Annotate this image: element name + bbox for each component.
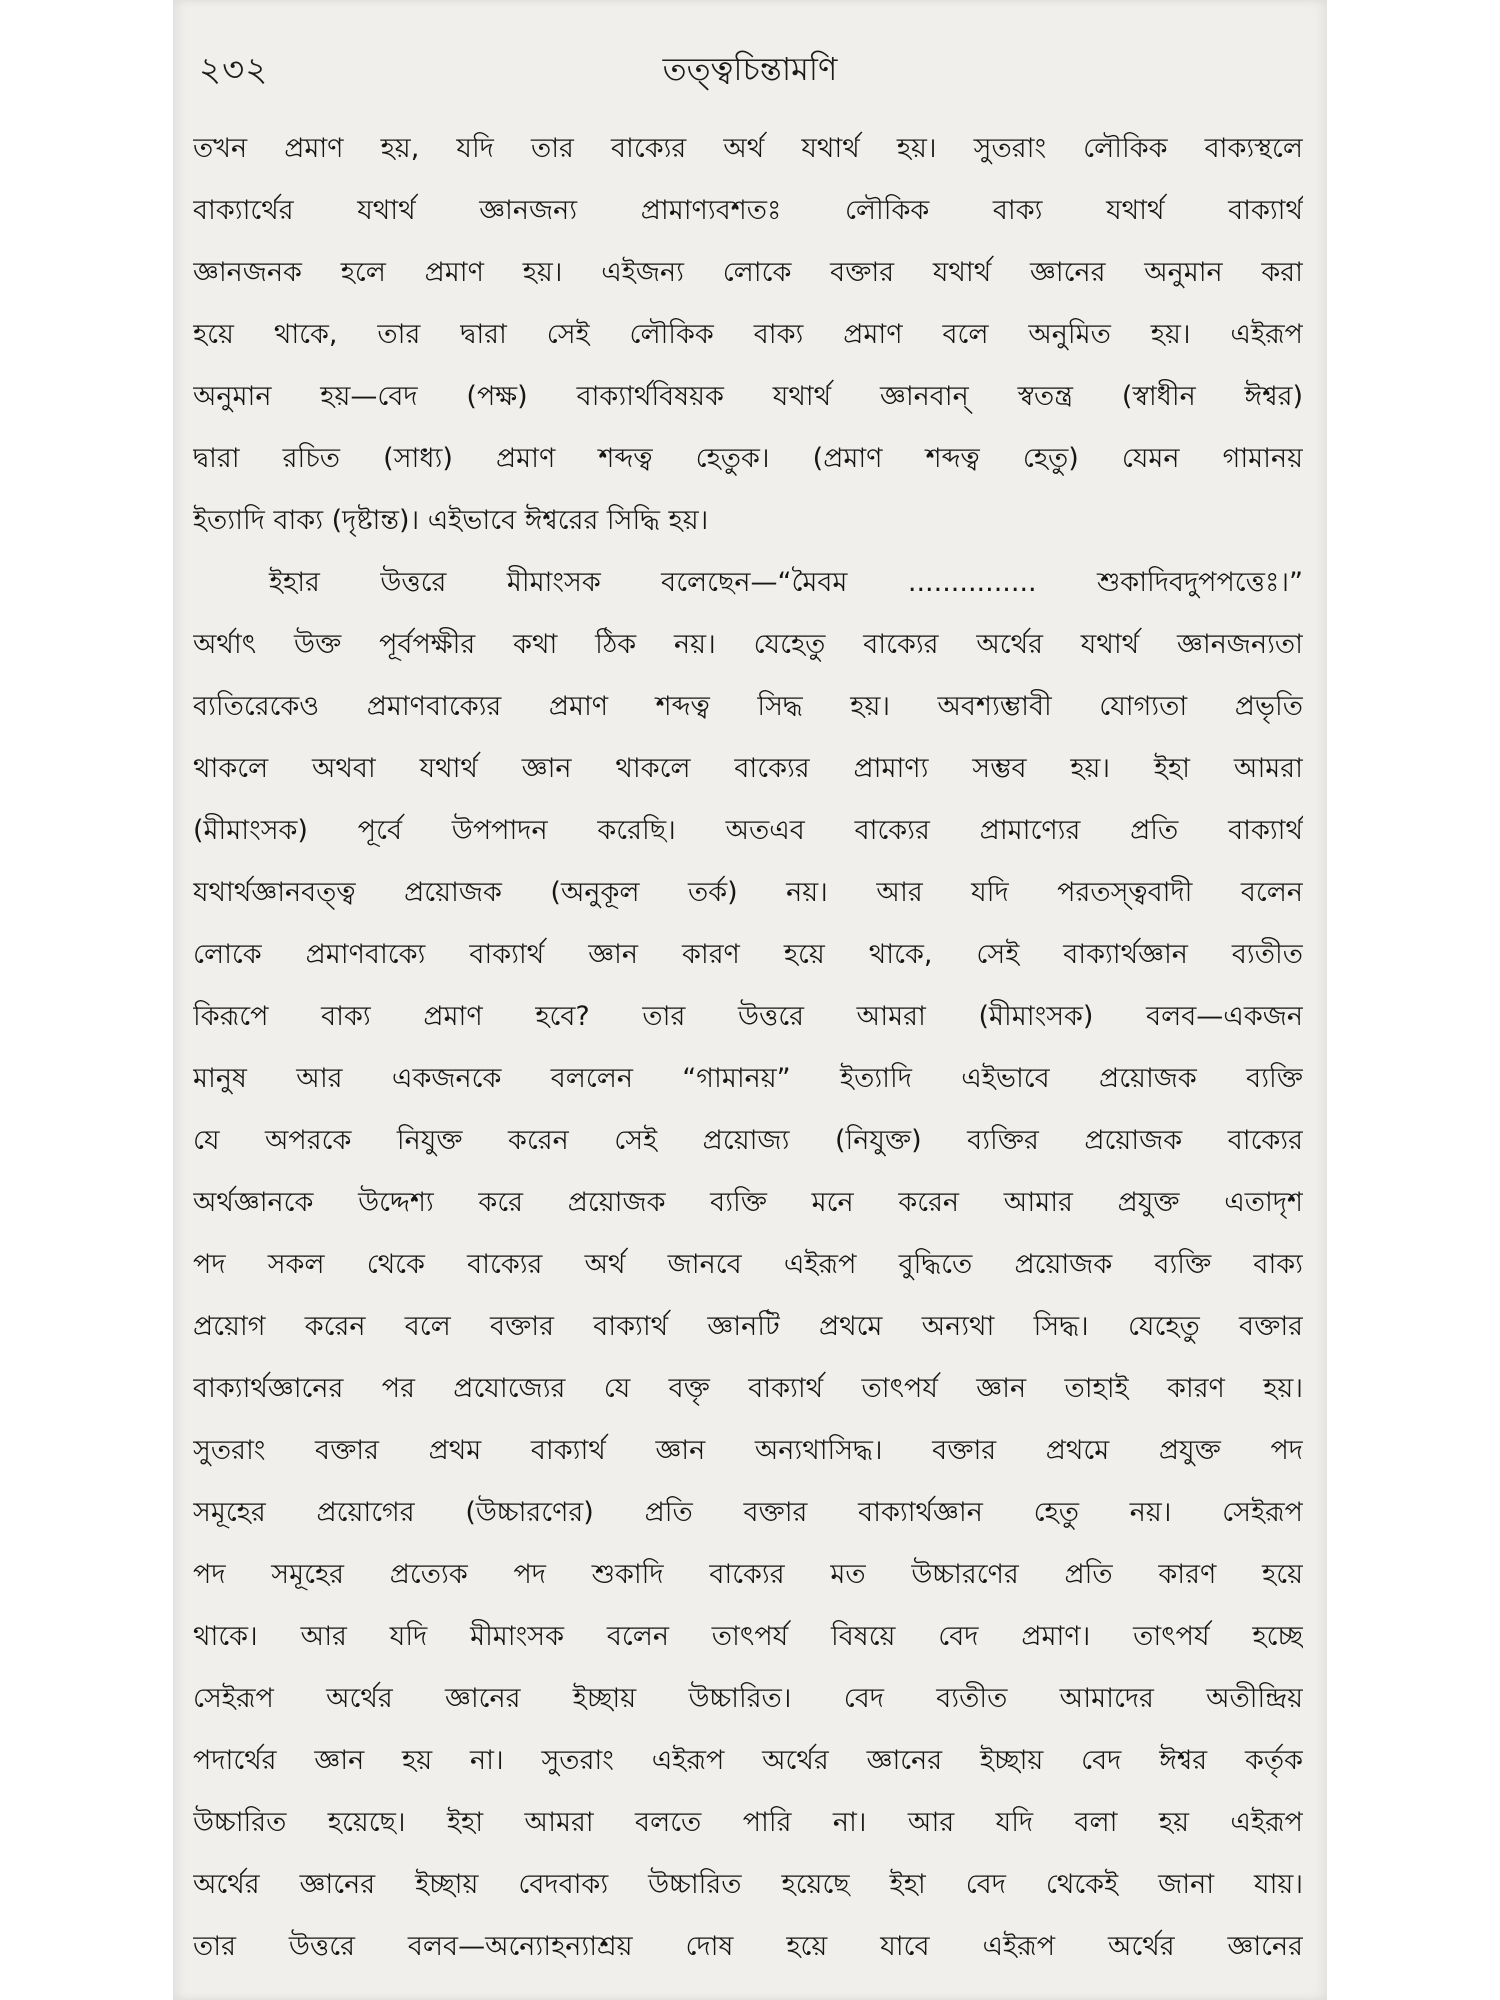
text-line: পদ সকল থেকে বাক্যের অর্থ জানবে এইরূপ বুদ্ধিতে প্রয়োজক ব্যক্তি বাক্য xyxy=(193,1249,1303,1280)
text-line: সুতরাং বক্তার প্রথম বাক্যার্থ জ্ঞান অন্যথাসিদ্ধ। বক্তার প্রথমে প্রযুক্ত পদ xyxy=(193,1435,1303,1466)
book-page xyxy=(173,0,1327,2000)
text-line: বাক্যার্থজ্ঞানের পর প্রযোজ্যের যে বক্তৃ বাক্যার্থ তাৎপর্য জ্ঞান তাহাই কারণ হয়। xyxy=(193,1373,1303,1404)
text-line: পদার্থের জ্ঞান হয় না। সুতরাং এইরূপ অর্থের জ্ঞানের ইচ্ছায় বেদ ঈশ্বর কর্তৃক xyxy=(193,1745,1303,1776)
text-line: উচ্চারিত হয়েছে। ইহা আমরা বলতে পারি না। আর যদি বলা হয় এইরূপ xyxy=(193,1807,1303,1838)
text-line: পদ সমূহের প্রত্যেক পদ শুকাদি বাক্যের মত উচ্চারণের প্রতি কারণ হয়ে xyxy=(193,1559,1303,1590)
text-line: থাকলে অথবা যথার্থ জ্ঞান থাকলে বাক্যের প্রামাণ্য সম্ভব হয়। ইহা আমরা xyxy=(193,753,1303,784)
text-line: বাক্যার্থের যথার্থ জ্ঞানজন্য প্রামাণ্যবশতঃ লৌকিক বাক্য যথার্থ বাক্যার্থ xyxy=(193,195,1303,226)
text-line: থাকে। আর যদি মীমাংসক বলেন তাৎপর্য বিষয়ে বেদ প্রমাণ। তাৎপর্য হচ্ছে xyxy=(193,1621,1303,1652)
text-line: লোকে প্রমাণবাক্যে বাক্যার্থ জ্ঞান কারণ হয়ে থাকে, সেই বাক্যার্থজ্ঞান ব্যতীত xyxy=(193,939,1303,970)
text-line: তখন প্রমাণ হয়, যদি তার বাক্যের অর্থ যথার্থ হয়। সুতরাং লৌকিক বাক্যস্থলে xyxy=(193,133,1303,164)
text-line: অনুমান হয়—বেদ (পক্ষ) বাক্যার্থবিষয়ক যথার্থ জ্ঞানবান্ স্বতন্ত্র (স্বাধীন ঈশ্বর) xyxy=(193,381,1303,412)
text-line: যথার্থজ্ঞানবত্ত্ব প্রয়োজক (অনুকূল তর্ক) নয়। আর যদি পরতস্ত্ববাদী বলেন xyxy=(193,877,1303,908)
text-line: প্রয়োগ করেন বলে বক্তার বাক্যার্থ জ্ঞানটি প্রথমে অন্যথা সিদ্ধ। যেহেতু বক্তার xyxy=(193,1311,1303,1342)
text-line: অর্থাৎ উক্ত পূর্বপক্ষীর কথা ঠিক নয়। যেহেতু বাক্যের অর্থের যথার্থ জ্ঞানজন্যতা xyxy=(193,629,1303,660)
page-number: ২৩২ xyxy=(199,50,269,90)
text-line: অর্থজ্ঞানকে উদ্দেশ্য করে প্রয়োজক ব্যক্তি মনে করেন আমার প্রযুক্ত এতাদৃশ xyxy=(193,1187,1303,1218)
running-title: তত্ত্বচিন্তামণি xyxy=(662,50,838,88)
page-header xyxy=(193,38,1307,98)
text-line: ব্যতিরেকেও প্রমাণবাক্যের প্রমাণ শব্দত্ব সিদ্ধ হয়। অবশ্যম্ভাবী যোগ্যতা প্রভৃতি xyxy=(193,691,1303,722)
text-line: ইহার উত্তরে মীমাংসক বলেছেন—“মৈবম ............... শুকাদিবদুপপত্তেঃ।” xyxy=(269,567,1303,598)
text-line: তার উত্তরে বলব—অন্যোহন্যাশ্রয় দোষ হয়ে যাবে এইরূপ অর্থের জ্ঞানের xyxy=(193,1931,1303,1962)
text-line: হয়ে থাকে, তার দ্বারা সেই লৌকিক বাক্য প্রমাণ বলে অনুমিত হয়। এইরূপ xyxy=(193,319,1303,350)
text-line: কিরূপে বাক্য প্রমাণ হবে? তার উত্তরে আমরা (মীমাংসক) বলব—একজন xyxy=(193,1001,1303,1032)
text-line: জ্ঞানজনক হলে প্রমাণ হয়। এইজন্য লোকে বক্তার যথার্থ জ্ঞানের অনুমান করা xyxy=(193,257,1303,288)
text-line: (মীমাংসক) পূর্বে উপপাদন করেছি। অতএব বাক্যের প্রামাণ্যের প্রতি বাক্যার্থ xyxy=(193,815,1303,846)
text-line: দ্বারা রচিত (সাধ্য) প্রমাণ শব্দত্ব হেতুক। (প্রমাণ শব্দত্ব হেতু) যেমন গামানয় xyxy=(193,443,1303,474)
text-line: যে অপরকে নিযুক্ত করেন সেই প্রয়োজ্য (নিযুক্ত) ব্যক্তির প্রয়োজক বাক্যের xyxy=(193,1125,1303,1156)
text-line: ইত্যাদি বাক্য (দৃষ্টান্ত)। এইভাবে ঈশ্বরের সিদ্ধি হয়। xyxy=(193,505,709,536)
body-text xyxy=(193,118,1303,1978)
text-line: মানুষ আর একজনকে বললেন “গামানয়” ইত্যাদি এইভাবে প্রয়োজক ব্যক্তি xyxy=(193,1063,1303,1094)
text-line: সেইরূপ অর্থের জ্ঞানের ইচ্ছায় উচ্চারিত। বেদ ব্যতীত আমাদের অতীন্দ্রিয় xyxy=(193,1683,1303,1714)
text-line: সমূহের প্রয়োগের (উচ্চারণের) প্রতি বক্তার বাক্যার্থজ্ঞান হেতু নয়। সেইরূপ xyxy=(193,1497,1303,1528)
text-line: অর্থের জ্ঞানের ইচ্ছায় বেদবাক্য উচ্চারিত হয়েছে ইহা বেদ থেকেই জানা যায়। xyxy=(193,1869,1303,1900)
